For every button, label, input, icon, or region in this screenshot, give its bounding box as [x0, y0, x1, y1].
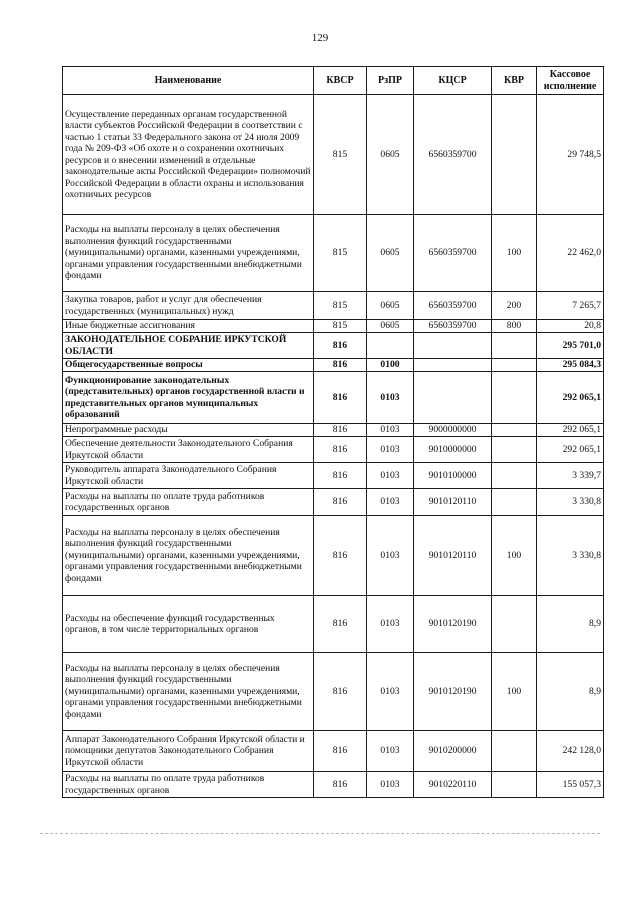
row-kcsr: 9010200000 — [414, 731, 492, 772]
row-name: Обеспечение деятельности Законодательного Собрания Иркутской области — [63, 437, 314, 463]
table-row — [63, 372, 604, 424]
row-amount: 3 330,8 — [537, 489, 604, 516]
table-row — [63, 596, 604, 653]
header-kcsr: КЦСР — [414, 67, 492, 95]
row-amount: 3 330,8 — [537, 516, 604, 596]
row-kvr — [492, 772, 537, 798]
row-kcsr: 6560359700 — [414, 292, 492, 320]
table-row — [63, 95, 604, 215]
row-amount: 22 462,0 — [537, 215, 604, 292]
table-row — [63, 424, 604, 437]
row-amount: 8,9 — [537, 596, 604, 653]
row-name: Расходы на выплаты по оплате труда работников государственных органов — [63, 772, 314, 798]
row-rzpr: 0103 — [367, 463, 414, 489]
row-kcsr — [414, 333, 492, 359]
row-rzpr: 0103 — [367, 516, 414, 596]
table-row — [63, 333, 604, 359]
row-amount: 292 065,1 — [537, 372, 604, 424]
row-rzpr: 0103 — [367, 653, 414, 731]
row-kvsr: 815 — [314, 320, 367, 333]
row-kcsr: 9010100000 — [414, 463, 492, 489]
row-kcsr: 9010220110 — [414, 772, 492, 798]
row-rzpr: 0100 — [367, 359, 414, 372]
row-kvsr: 816 — [314, 489, 367, 516]
table-row — [63, 772, 604, 798]
row-name: Непрограммные расходы — [63, 424, 314, 437]
row-rzpr: 0103 — [367, 372, 414, 424]
table-row — [63, 463, 604, 489]
table-row — [63, 292, 604, 320]
row-kvsr: 816 — [314, 772, 367, 798]
row-rzpr: 0605 — [367, 320, 414, 333]
row-kcsr: 6560359700 — [414, 215, 492, 292]
row-kcsr: 9010120110 — [414, 489, 492, 516]
row-kvr — [492, 424, 537, 437]
row-rzpr: 0103 — [367, 731, 414, 772]
row-kvr — [492, 463, 537, 489]
row-name: Расходы на выплаты персоналу в целях обеспечения выполнения функций государственными (муниципальными) органами, казенными учреждениями, органами управления государственными внебюджетными фондами — [63, 215, 314, 292]
row-rzpr — [367, 333, 414, 359]
row-kvsr: 816 — [314, 731, 367, 772]
row-rzpr: 0605 — [367, 215, 414, 292]
table-row — [63, 489, 604, 516]
header-kvr: КВР — [492, 67, 537, 95]
row-amount: 7 265,7 — [537, 292, 604, 320]
row-name: Функционирование законодательных (представительных) органов государственной власти и представительных органов муниципальных образований — [63, 372, 314, 424]
row-name: Расходы на обеспечение функций государственных органов, в том числе территориальных органов — [63, 596, 314, 653]
row-name: Расходы на выплаты по оплате труда работников государственных органов — [63, 489, 314, 516]
row-kvsr: 816 — [314, 653, 367, 731]
header-kvsr: КВСР — [314, 67, 367, 95]
row-kvr: 800 — [492, 320, 537, 333]
row-kcsr: 9010120110 — [414, 516, 492, 596]
row-kvr — [492, 731, 537, 772]
row-kcsr: 9010120190 — [414, 596, 492, 653]
row-kvr — [492, 489, 537, 516]
row-kvsr: 816 — [314, 516, 367, 596]
row-amount: 295 084,3 — [537, 359, 604, 372]
row-amount: 20,8 — [537, 320, 604, 333]
row-amount: 8,9 — [537, 653, 604, 731]
table-row — [63, 437, 604, 463]
row-kvr — [492, 359, 537, 372]
row-rzpr: 0103 — [367, 772, 414, 798]
row-amount: 155 057,3 — [537, 772, 604, 798]
row-kvsr: 815 — [314, 215, 367, 292]
table-row — [63, 653, 604, 731]
row-kvr: 100 — [492, 215, 537, 292]
row-kvsr: 815 — [314, 292, 367, 320]
row-kvr: 100 — [492, 516, 537, 596]
page-number: 129 — [311, 32, 329, 44]
row-kvr — [492, 437, 537, 463]
row-amount: 3 339,7 — [537, 463, 604, 489]
row-name: Аппарат Законодательного Собрания Иркутской области и помощники депутатов Законодательного Собрания Иркутской области — [63, 731, 314, 772]
row-amount: 29 748,5 — [537, 95, 604, 215]
row-rzpr: 0103 — [367, 489, 414, 516]
row-name: Расходы на выплаты персоналу в целях обеспечения выполнения функций государственными (муниципальными) органами, казенными учреждениями, органами управления государственными внебюджетными фондами — [63, 653, 314, 731]
row-kcsr: 9010000000 — [414, 437, 492, 463]
table-header-row — [63, 67, 604, 95]
budget-execution-table — [62, 66, 604, 798]
row-kcsr: 6560359700 — [414, 320, 492, 333]
row-kvsr: 816 — [314, 463, 367, 489]
row-kcsr — [414, 359, 492, 372]
row-rzpr: 0103 — [367, 596, 414, 653]
row-kvsr: 816 — [314, 333, 367, 359]
row-kcsr: 6560359700 — [414, 95, 492, 215]
table-row — [63, 215, 604, 292]
row-name: ЗАКОНОДАТЕЛЬНОЕ СОБРАНИЕ ИРКУТСКОЙ ОБЛАСТИ — [63, 333, 314, 359]
row-kcsr: 9010120190 — [414, 653, 492, 731]
row-name: Общегосударственные вопросы — [63, 359, 314, 372]
row-name: Руководитель аппарата Законодательного Собрания Иркутской области — [63, 463, 314, 489]
header-amount: Кассовое исполнение — [537, 67, 604, 95]
row-kvr — [492, 95, 537, 215]
header-name: Наименование — [63, 67, 314, 95]
row-kvr: 100 — [492, 653, 537, 731]
row-kvsr: 815 — [314, 95, 367, 215]
row-rzpr: 0605 — [367, 95, 414, 215]
row-name: Иные бюджетные ассигнования — [63, 320, 314, 333]
row-kvr: 200 — [492, 292, 537, 320]
table-row — [63, 731, 604, 772]
row-amount: 292 065,1 — [537, 424, 604, 437]
table-row — [63, 516, 604, 596]
row-kcsr: 9000000000 — [414, 424, 492, 437]
row-kvsr: 816 — [314, 424, 367, 437]
row-rzpr: 0605 — [367, 292, 414, 320]
row-kvsr: 816 — [314, 596, 367, 653]
row-kvr — [492, 372, 537, 424]
row-rzpr: 0103 — [367, 437, 414, 463]
row-amount: 295 701,0 — [537, 333, 604, 359]
row-name: Расходы на выплаты персоналу в целях обеспечения выполнения функций государственными (муниципальными) органами, казенными учреждениями, органами управления государственными внебюджетными фондами — [63, 516, 314, 596]
row-kvr — [492, 333, 537, 359]
footer-divider — [40, 833, 600, 834]
header-rzpr: РзПР — [367, 67, 414, 95]
row-name: Осуществление переданных органам государственной власти субъектов Российской Федерации в соответствии с частью 1 статьи 33 Федерального закона от 24 июля 2009 года № 209-ФЗ «Об охоте и о сохранении охотничьих ресурсов и о внесении изменений в отдельные законодательные акты Российской Федерации» полномочий Российской Федерации в области охраны и использования охотничьих ресурсов — [63, 95, 314, 215]
row-name: Закупка товаров, работ и услуг для обеспечения государственных (муниципальных) нужд — [63, 292, 314, 320]
table-row — [63, 320, 604, 333]
table-row — [63, 359, 604, 372]
row-rzpr: 0103 — [367, 424, 414, 437]
row-kvsr: 816 — [314, 372, 367, 424]
row-amount: 292 065,1 — [537, 437, 604, 463]
row-kvsr: 816 — [314, 437, 367, 463]
row-kcsr — [414, 372, 492, 424]
row-kvr — [492, 596, 537, 653]
row-amount: 242 128,0 — [537, 731, 604, 772]
row-kvsr: 816 — [314, 359, 367, 372]
